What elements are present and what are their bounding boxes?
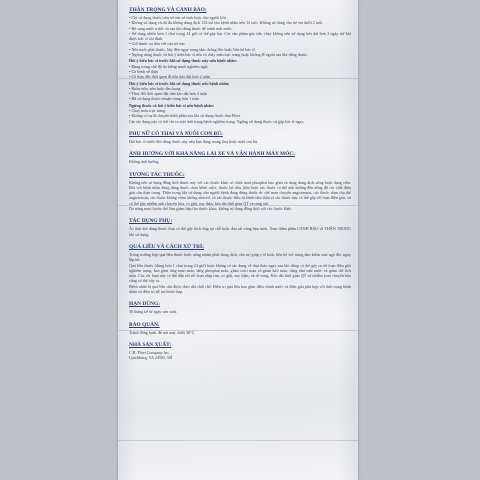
paragraph: Do năng natri hydro thể làm giảm hấp thu thuốc khác, không sử dụng đồng thời với các thuốc khác.	[129, 206, 293, 212]
paragraph: • Thay đổi thói quen đại tiện kéo dài hơn 2 tuần	[129, 91, 207, 97]
paragraph: • Chỉ sử dụng thuốc trên trẻ em sơ sinh hoặc cho người lớn.	[129, 15, 227, 20]
paragraph: • Có thay đổi thói quen đi tiêu kéo dài hơn 2 tuần	[129, 74, 210, 80]
paragraph: • Không có sự đi chuyển khối phân sau khi sử dụng thuốc thụt Fleet	[129, 113, 241, 119]
section-gap	[129, 144, 351, 148]
section-gap	[129, 237, 351, 241]
section-gap	[129, 211, 351, 215]
fold-crease	[118, 440, 358, 441]
paragraph: Không ảnh hưởng	[129, 159, 159, 165]
section-gap	[129, 124, 351, 128]
subheading: Hỏi ý kiến bác sĩ trước khi sử dụng thuốc nếu bệnh nhân:	[129, 80, 230, 86]
paragraph: • Bổ sung nước trước và sau khi dùng thuốc để tránh mất nước.	[129, 25, 233, 31]
paragraph: Quá liều thuốc (dùng hơn 1 chai trong 24 giờ) hoặc không có tác dụng về thụt tháo ngay sau khi dùng có thể gây ra rối loạn điện giải nghiêm trọng, bao gồm tăng natri máu, tăng phosphat máu, giảm calci máu và giảm kali máu, cũng như mất nước và giảm thể tích máu. Các rối loạn này có thể dẫn tới rối loạn nhịp tim, co giật, suy thận, và tử vong. Kéo dài thời gian QT và nhiễm toan chuyển hóa cũng có thể xảy ra.	[129, 262, 351, 284]
paragraph: Các tác dụng này có thể chỉ ra một tình trạng bệnh nghiêm trọng. Ngừng sử dụng thuốc và gặp bác sĩ ngay.	[129, 118, 305, 124]
paragraph: • Có bệnh về thận	[129, 68, 159, 74]
leaflet-content	[129, 4, 351, 364]
paragraph: • Không sử dụng và tối đa không dùng dịch 133 ml cho bệnh nhân trên 12 tuổi. Không sử dụng cho trẻ em dưới 2 tuổi.	[129, 20, 324, 26]
section-heading: BẢO QUẢN:	[129, 321, 160, 328]
paragraph: Tránh đông lạnh, để nơi mát, dưới 30°C.	[129, 329, 196, 335]
paragraph: • Chảy máu trực tràng	[129, 108, 166, 114]
paragraph: • Buồn nôn, nôn hoặc đau bụng	[129, 85, 181, 91]
paragraph: Lynchburg, VA 24502, MĨ	[129, 355, 173, 361]
section-heading: QUÁ LIỀU VÀ CÁCH XỬ TRÍ:	[129, 243, 204, 250]
section-gap	[129, 360, 351, 364]
paragraph: • Ngừng dùng thuốc và hỏi ý kiến bác sĩ nếu có chảy máu trực tràng hoặc không đi ngoài sau khi dùng thuốc.	[129, 52, 308, 58]
paragraph: • Giữ thuốc xa tầm với của trẻ em.	[129, 41, 186, 47]
subheading: Hỏi ý kiến bác sĩ trước khi sử dụng thuốc này nếu bệnh nhân:	[129, 58, 237, 64]
paragraph: Trong trường hợp quá liều thuốc hoặc uống nhầm phải dung dịch, cần trợ giúp y tế hoặc liên hệ với trung tâm kiểm soát ngộ độc ngay lập tức.	[129, 251, 351, 263]
paragraph: 36 tháng kể từ ngày sản xuất.	[129, 309, 178, 315]
paragraph: Hỏi bác sĩ trước khi dùng thuốc này nếu bạn đang mang thai hoặc nuôi con bú.	[129, 138, 259, 144]
section-heading: NHÀ SẢN XUẤT:	[129, 341, 172, 348]
paragraph: • Đã sử dụng thuốc nhuận tràng hơn 1 tuần	[129, 96, 200, 102]
paragraph: Bệnh nhân bị quá liều cần được theo dõi chặt chẽ. Điều trị quá liều bao gồm điều chỉnh nước và điện giải phù hợp với tình trạng bệnh nhân và điều trị hỗ trợ thích hợp.	[129, 283, 351, 294]
section-gap	[129, 335, 351, 339]
paragraph: • Nếu nuốt phải thuốc, hãy đến ngay trung tâm chống độc hoặc liên hệ bác sĩ.	[129, 46, 256, 52]
paragraph: • Đang trong chế độ ăn kiêng muối nghiêm ngặt	[129, 63, 208, 69]
leaflet-sheet	[118, 0, 358, 480]
section-heading: PHỤ NỮ CÓ THAI VÀ NUÔI CON BÚ:	[129, 130, 223, 137]
section-gap	[129, 165, 351, 169]
subheading: Ngừng thuốc và hỏi ý kiến bác sĩ nếu bệnh nhân:	[129, 102, 215, 108]
paragraph: Không nên sử dụng đồng thời thuốc này với các thuốc khác có chứa natri phosphat bao gồm cả dạng dung dịch uống hoặc dạng viên. Đối với bệnh nhân đang dùng thuốc chẹn kênh calci, thuốc lợi tiểu, lithi hoặc các thuốc có thể ảnh hưởng đến nồng độ các chất điện giải cần thận trọng. Thận trọng khi sử dụng cho người bệnh đang dùng thuốc ức chế men chuyển angiotensin, các thuốc chẹn thụ thể angiotensin, các thuốc kháng viêm không steroid, và các thuốc điều trị bệnh tâm thần vì các thuốc này có thể gây rối loạn điện giải, và có thể gây nhiễm anh chuyển hóa, co giật, suy thận, kéo dài thời gian QT và rung nhĩ.	[129, 179, 351, 206]
paragraph: C.B. Fleet Company Inc.	[129, 349, 170, 355]
paragraph: • Sử dụng nhiều hơn 1 chai trong 24 giờ có thể gây hại. Các sản phẩm gây tiêu chảy không nên sử dụng kéo dài hơn 3 ngày trừ khi được bác sĩ chỉ định.	[129, 30, 351, 42]
section-heading: THẬN TRỌNG VÀ CẢNH BÁO:	[129, 7, 207, 13]
section-heading: TƯƠNG TÁC THUỐC:	[129, 171, 185, 178]
section-gap	[129, 315, 351, 319]
section-gap	[129, 294, 351, 298]
section-heading: ẢNH HƯỞNG VỚI KHẢ NĂNG LÁI XE VÀ VẬN HÀNH MÁY MÓC:	[129, 151, 295, 158]
paragraph: Ác tính khi dùng thuốc thụt có thể gây kích ứng tại chỗ hoặc đau rát vùng hậu môn. Xem thêm phần CẢNH BÁO và THẬN TRỌNG khi sử dụng.	[129, 226, 351, 237]
section-heading: TÁC DỤNG PHỤ:	[129, 218, 173, 225]
section-heading: HẠN DÙNG:	[129, 301, 160, 308]
